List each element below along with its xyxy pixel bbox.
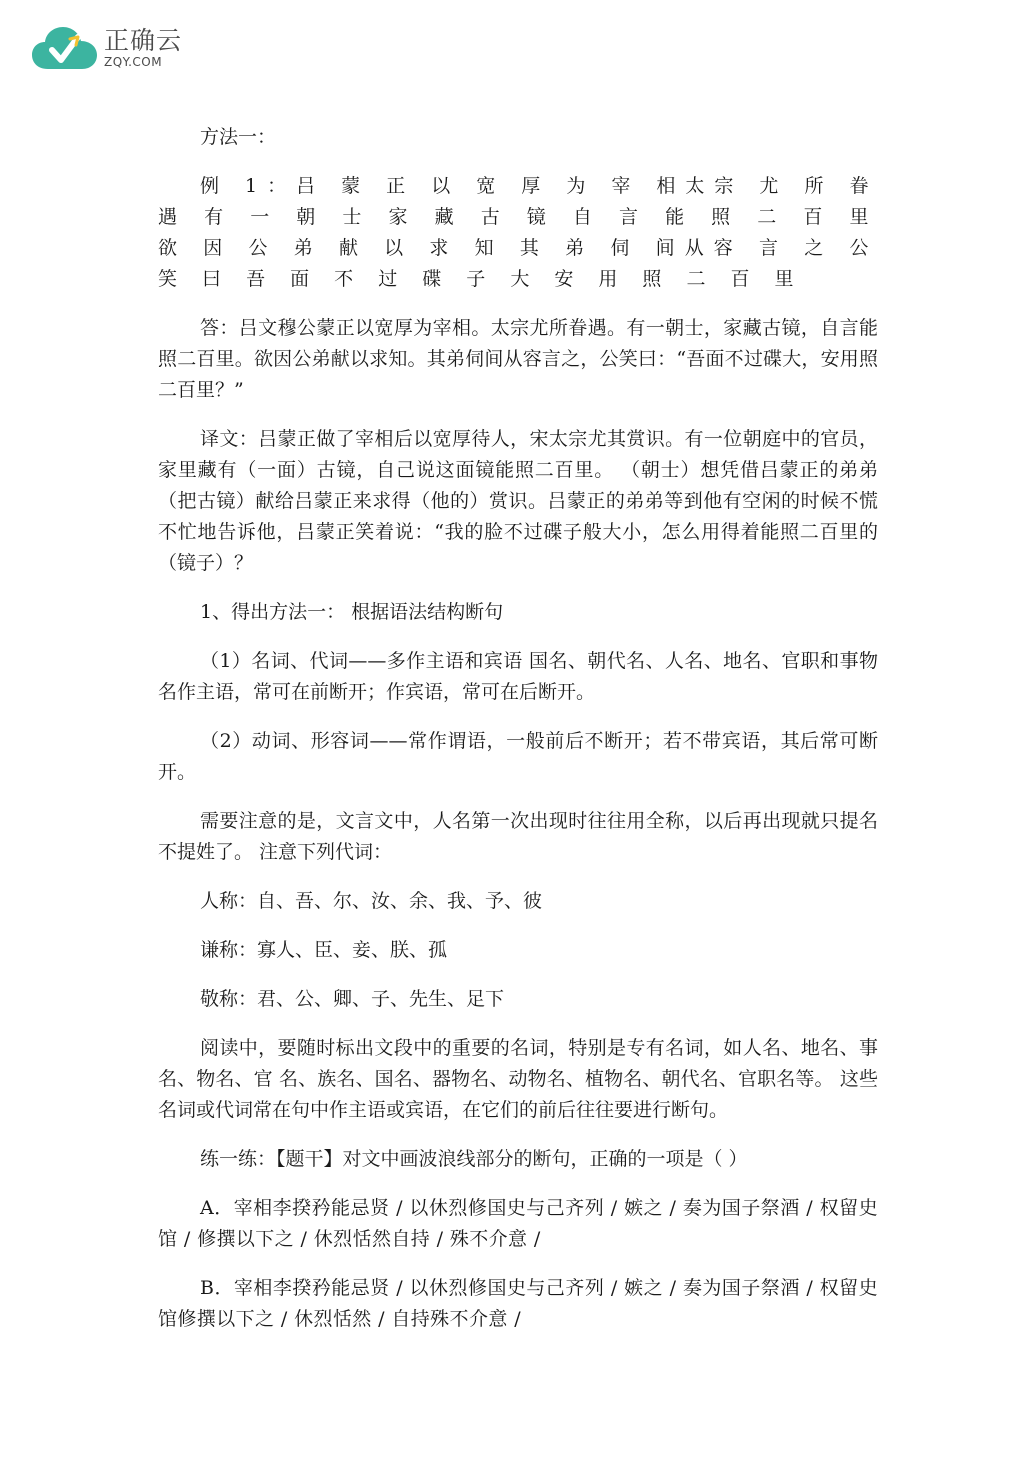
note-paragraph: 需要注意的是，文言文中，人名第一次出现时往往用全称，以后再出现就只提名不提姓了。 注意下列代词：: [158, 810, 878, 863]
cloud-check-icon: [30, 23, 100, 73]
document-body: [158, 122, 878, 1353]
rule-nouns: （1）名词、代词——多作主语和宾语 国名、朝代名、人名、地名、官职和事物名作主语，常可在前断开；作宾语，常可在后断开。: [158, 650, 878, 703]
pronouns-humble: 谦称：寡人、臣、妾、朕、孤: [200, 939, 448, 961]
pronouns-respect: 敬称：君、公、卿、子、先生、足下: [200, 988, 505, 1010]
logo-en: ZQY.COM: [104, 55, 163, 69]
logo-text: [104, 28, 182, 68]
answer-paragraph: 答：吕文穆公蒙正以宽厚为宰相。太宗尤所眷遇。有一朝士，家藏古镜，自言能照二百里。欲因公弟献以求知。其弟伺间从容言之，公笑曰：“吾面不过碟大，安用照二百里？”: [158, 317, 878, 401]
option-b: B．宰相李揆矜能忌贤 / 以休烈修国史与己齐列 / 嫉之 / 奏为国子祭酒 / 权留史馆修撰以下之 / 休烈恬然 / 自持殊不介意 /: [158, 1277, 878, 1330]
option-a: A．宰相李揆矜能忌贤 / 以休烈修国史与己齐列 / 嫉之 / 奏为国子祭酒 / 权留史馆 / 修撰以下之 / 休烈恬然自持 / 殊不介意 /: [158, 1197, 878, 1250]
reading-paragraph: 阅读中，要随时标出文段中的重要的名词，特别是专有名词，如人名、地名、事名、物名、官 名、族名、国名、器物名、动物名、植物名、朝代名、官职名等。 这些名词或代词常在句中作主语或宾语，在它们的前后往往要进行断句。: [158, 1037, 878, 1121]
heading-method-one: 方法一：: [200, 126, 277, 148]
translation-paragraph: 译文：吕蒙正做了宰相后以宽厚待人，宋太宗尤其赏识。有一位朝庭中的官员，家里藏有（一面）古镜，自己说这面镜能照二百里。 （朝士）想凭借吕蒙正的弟弟（把古镜）献给吕蒙正来求得（他的）赏识。吕蒙正的弟弟等到他有空闲的时候不慌不忙地告诉他，吕蒙正笑着说：“我的脸不过碟子般大小，怎么用得着能照二百里的（镜子）？: [158, 428, 878, 574]
pronouns-person: 人称：自、吾、尔、汝、余、我、予、彼: [200, 890, 543, 912]
example-unpunctuated: 例 1：吕 蒙 正 以 宽 厚 为 宰 相太宗 尤 所 眷 遇 有 一 朝 士 家 藏 古 镜 自 言 能 照 二 百 里 欲 因 公 弟 献 以 求 知 其 弟 伺 间从容 言 之 公 笑 曰 吾 面 不 过 碟 子 大 安 用 照 二 百 里: [158, 175, 878, 290]
brand-logo: [30, 22, 182, 74]
exercise-question: 练一练：【题干】对文中画波浪线部分的断句，正确的一项是（ ）: [200, 1148, 748, 1170]
method-summary: 1、得出方法一： 根据语法结构断句: [200, 601, 504, 623]
logo-cn: 正确云: [104, 26, 183, 55]
rule-verbs: （2）动词、形容词——常作谓语，一般前后不断开；若不带宾语，其后常可断开。: [158, 730, 878, 783]
